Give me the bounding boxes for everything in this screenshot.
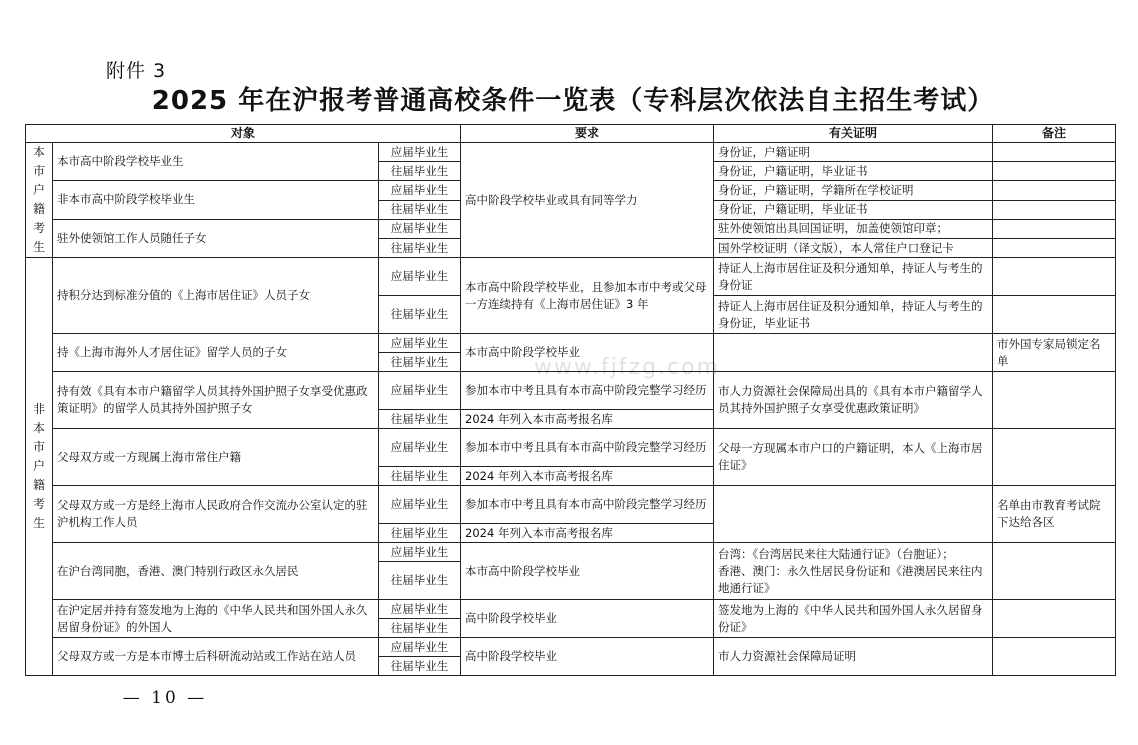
grad-previous: 往届毕业生 xyxy=(379,467,461,486)
grad-previous: 往届毕业生 xyxy=(379,296,461,334)
proof-cell: 持证人上海市居住证及积分通知单，持证人与考生的身份证 xyxy=(714,258,993,296)
requirement-cell: 本市高中阶段学校毕业，且参加本市中考或父母一方连续持有《上海市居住证》3 年 xyxy=(461,258,714,334)
grad-current: 应届毕业生 xyxy=(379,334,461,353)
grad-current: 应届毕业生 xyxy=(379,181,461,201)
proof-cell: 父母一方现属本市户口的户籍证明，本人《上海市居住证》 xyxy=(714,429,993,486)
subject-cell: 父母双方或一方是本市博士后科研流动站或工作站在站人员 xyxy=(53,638,379,676)
conditions-table xyxy=(25,124,1116,676)
note-cell xyxy=(993,543,1116,600)
table-row xyxy=(26,143,1116,162)
category-local: 本 市 户 籍 考 生 xyxy=(26,143,53,258)
proof-cell: 身份证，户籍证明，毕业证书 xyxy=(714,200,993,219)
note-cell xyxy=(993,143,1116,162)
proof-cell xyxy=(714,486,993,543)
table-row xyxy=(26,600,1116,619)
category-nonlocal: 非 本 市 户 籍 考 生 xyxy=(26,258,53,676)
table-row xyxy=(26,638,1116,657)
note-cell xyxy=(993,239,1116,258)
proof-line: 台湾：《台湾居民来往大陆通行证》（台胞证）； xyxy=(718,546,954,561)
note-cell: 市外国专家局锁定名单 xyxy=(993,334,1116,372)
grad-current: 应届毕业生 xyxy=(379,543,461,562)
proof-cell: 国外学校证明（译文版），本人常住户口登记卡 xyxy=(714,239,993,258)
note-cell xyxy=(993,181,1116,201)
grad-previous: 往届毕业生 xyxy=(379,524,461,543)
requirement-cell: 2024 年列入本市高考报名库 xyxy=(461,410,714,429)
header-requirement: 要求 xyxy=(461,125,714,143)
note-cell xyxy=(993,600,1116,638)
table-row xyxy=(26,486,1116,524)
grad-previous: 往届毕业生 xyxy=(379,200,461,219)
grad-previous: 往届毕业生 xyxy=(379,410,461,429)
subject-cell: 持《上海市海外人才居住证》留学人员的子女 xyxy=(53,334,379,372)
grad-current: 应届毕业生 xyxy=(379,143,461,162)
watermark: www.fjfzg.com xyxy=(534,355,721,380)
grad-previous: 往届毕业生 xyxy=(379,657,461,676)
requirement-cell: 本市高中阶段学校毕业 xyxy=(461,543,714,600)
table-row xyxy=(26,258,1116,296)
grad-previous: 往届毕业生 xyxy=(379,162,461,181)
proof-cell: 市人力资源社会保障局证明 xyxy=(714,638,993,676)
proof-cell: 身份证，户籍证明，毕业证书 xyxy=(714,162,993,181)
requirement-cell: 参加本市中考且具有本市高中阶段完整学习经历 xyxy=(461,486,714,524)
grad-current: 应届毕业生 xyxy=(379,638,461,657)
subject-cell: 持有效《具有本市户籍留学人员其持外国护照子女享受优惠政策证明》的留学人员其持外国护照子女 xyxy=(53,372,379,429)
grad-previous: 往届毕业生 xyxy=(379,239,461,258)
document-title: 2025 年在沪报考普通高校条件一览表（专科层次依法自主招生考试） xyxy=(151,86,995,116)
proof-cell: 身份证，户籍证明，学籍所在学校证明 xyxy=(714,181,993,201)
subject-cell: 非本市高中阶段学校毕业生 xyxy=(53,181,379,220)
requirement-cell: 本市高中阶段学校毕业 xyxy=(461,334,714,372)
proof-cell: 驻外使领馆出具回国证明，加盖使领馆印章； xyxy=(714,219,993,239)
subject-cell: 父母双方或一方是经上海市人民政府合作交流办公室认定的驻沪机构工作人员 xyxy=(53,486,379,543)
table-row xyxy=(26,429,1116,467)
table-row xyxy=(26,334,1116,353)
grad-current: 应届毕业生 xyxy=(379,258,461,296)
table-row xyxy=(26,543,1116,562)
note-cell xyxy=(993,162,1116,181)
subject-cell: 父母双方或一方现属上海市常住户籍 xyxy=(53,429,379,486)
header-note: 备注 xyxy=(993,125,1116,143)
note-cell xyxy=(993,219,1116,239)
proof-cell: 身份证，户籍证明 xyxy=(714,143,993,162)
note-cell xyxy=(993,638,1116,676)
grad-current: 应届毕业生 xyxy=(379,486,461,524)
note-cell xyxy=(993,200,1116,219)
grad-current: 应届毕业生 xyxy=(379,600,461,619)
subject-cell: 在沪定居并持有签发地为上海的《中华人民共和国外国人永久居留身份证》的外国人 xyxy=(53,600,379,638)
requirement-cell: 参加本市中考且具有本市高中阶段完整学习经历 xyxy=(461,372,714,410)
requirement-cell: 2024 年列入本市高考报名库 xyxy=(461,467,714,486)
grad-current: 应届毕业生 xyxy=(379,372,461,410)
note-cell xyxy=(993,296,1116,334)
requirement-cell: 参加本市中考且具有本市高中阶段完整学习经历 xyxy=(461,429,714,467)
proof-line: 香港、澳门：永久性居民身份证和《港澳居民来往内地通行证》 xyxy=(718,563,983,595)
annex-label: 附件 3 xyxy=(106,60,167,82)
note-cell: 名单由市教育考试院下达给各区 xyxy=(993,486,1116,543)
header-object: 对象 xyxy=(26,125,461,143)
subject-cell: 本市高中阶段学校毕业生 xyxy=(53,143,379,181)
requirement-cell: 高中阶段学校毕业 xyxy=(461,638,714,676)
header-row xyxy=(26,125,1116,143)
subject-cell: 驻外使领馆工作人员随任子女 xyxy=(53,219,379,258)
grad-previous: 往届毕业生 xyxy=(379,353,461,372)
grad-previous: 往届毕业生 xyxy=(379,619,461,638)
grad-current: 应届毕业生 xyxy=(379,219,461,239)
proof-cell xyxy=(714,334,993,372)
requirement-cell: 高中阶段学校毕业 xyxy=(461,600,714,638)
note-cell xyxy=(993,429,1116,486)
proof-cell: 市人力资源社会保障局出具的《具有本市户籍留学人员其持外国护照子女享受优惠政策证明》 xyxy=(714,372,993,429)
grad-current: 应届毕业生 xyxy=(379,429,461,467)
proof-cell xyxy=(714,543,993,600)
note-cell xyxy=(993,372,1116,429)
requirement-cell: 2024 年列入本市高考报名库 xyxy=(461,524,714,543)
proof-cell: 签发地为上海的《中华人民共和国外国人永久居留身份证》 xyxy=(714,600,993,638)
page-number: — 10 — xyxy=(122,688,208,708)
requirement-cell: 高中阶段学校毕业或具有同等学力 xyxy=(461,143,714,258)
subject-cell: 持积分达到标准分值的《上海市居住证》人员子女 xyxy=(53,258,379,334)
proof-cell: 持证人上海市居住证及积分通知单，持证人与考生的身份证，毕业证书 xyxy=(714,296,993,334)
header-proof: 有关证明 xyxy=(714,125,993,143)
grad-previous: 往届毕业生 xyxy=(379,562,461,600)
note-cell xyxy=(993,258,1116,296)
subject-cell: 在沪台湾同胞，香港、澳门特别行政区永久居民 xyxy=(53,543,379,600)
